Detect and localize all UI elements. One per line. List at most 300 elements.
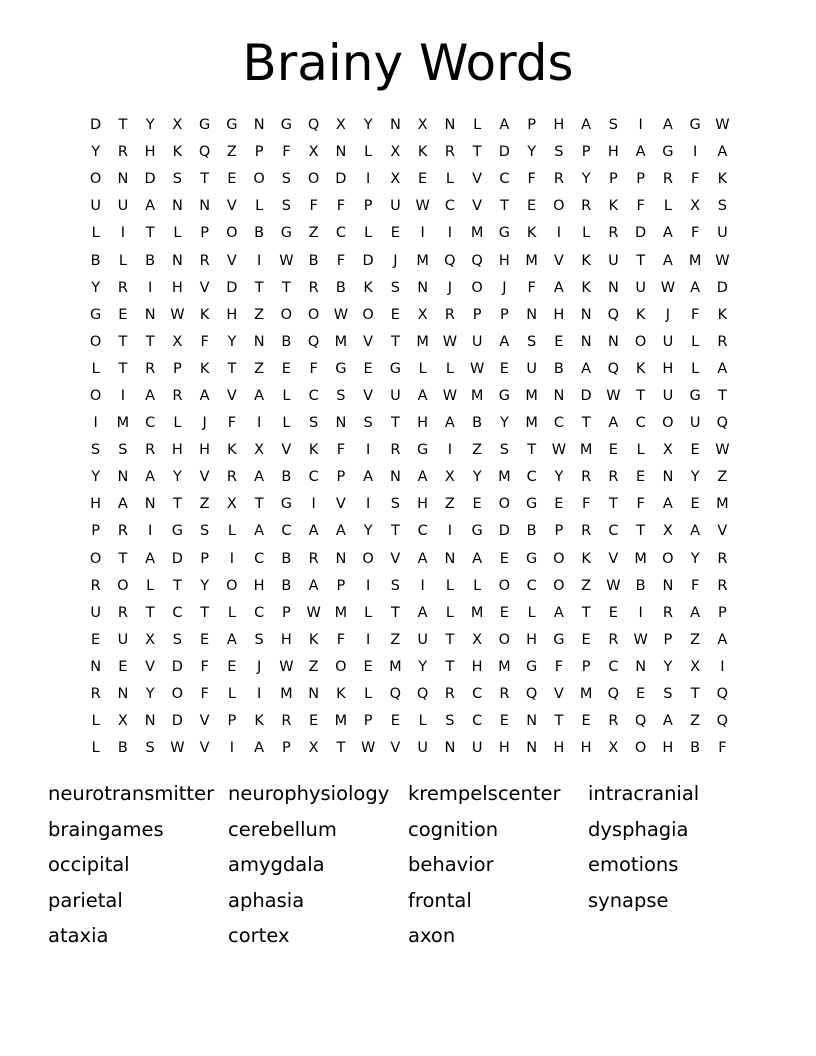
- grid-letter: U: [117, 631, 129, 648]
- grid-letter: L: [663, 198, 672, 215]
- grid-letter: K: [363, 279, 373, 296]
- grid-letter: D: [716, 279, 728, 296]
- grid-letter: P: [663, 631, 673, 648]
- grid-letter: N: [308, 686, 320, 703]
- grid-letter: X: [172, 333, 183, 350]
- grid-letter: H: [662, 740, 674, 757]
- grid-letter: R: [717, 550, 728, 567]
- grid-letter: X: [390, 171, 401, 188]
- grid-letter: P: [500, 306, 509, 323]
- grid-letter: I: [229, 740, 235, 757]
- grid-letter: G: [689, 117, 701, 134]
- word-list-item: intracranial: [588, 782, 700, 805]
- grid-letter: Z: [226, 144, 237, 161]
- grid-letter: B: [281, 333, 292, 350]
- grid-letter: F: [690, 171, 700, 188]
- grid-row: [82, 302, 736, 329]
- grid-letter: Q: [716, 713, 729, 730]
- grid-letter: T: [227, 360, 237, 377]
- word-list-item: neurotransmitter: [48, 782, 215, 805]
- grid-letter: N: [253, 333, 265, 350]
- grid-letter: O: [498, 631, 511, 648]
- grid-letter: Q: [716, 415, 729, 432]
- grid-letter: L: [691, 360, 700, 377]
- grid-letter: G: [553, 631, 565, 648]
- grid-letter: A: [254, 740, 265, 757]
- grid-letter: R: [308, 550, 319, 567]
- grid-letter: M: [334, 713, 348, 730]
- grid-letter: E: [227, 658, 237, 675]
- grid-letter: L: [418, 360, 427, 377]
- grid-letter: Q: [607, 686, 620, 703]
- grid-letter: F: [690, 306, 700, 323]
- grid-letter: S: [390, 577, 400, 594]
- grid-letter: J: [502, 279, 507, 296]
- grid-letter: R: [390, 442, 401, 459]
- grid-letter: E: [390, 306, 400, 323]
- grid-letter: M: [498, 658, 511, 675]
- grid-letter: G: [498, 387, 510, 404]
- grid-letter: A: [553, 279, 564, 296]
- grid-letter: H: [607, 144, 619, 161]
- grid-letter: L: [364, 225, 373, 242]
- grid-letter: A: [254, 387, 265, 404]
- grid-letter: E: [390, 713, 400, 730]
- grid-letter: I: [692, 144, 698, 161]
- grid-letter: Y: [690, 469, 700, 486]
- grid-row: [82, 518, 736, 545]
- grid-row: [82, 329, 736, 356]
- grid-row: [82, 410, 736, 437]
- grid-letter: G: [526, 658, 538, 675]
- grid-letter: G: [280, 117, 292, 134]
- grid-letter: T: [690, 686, 700, 703]
- grid-letter: U: [417, 631, 428, 648]
- grid-letter: L: [173, 415, 182, 432]
- grid-letter: N: [580, 306, 592, 323]
- grid-letter: F: [527, 171, 536, 188]
- grid-letter: V: [281, 442, 292, 459]
- grid-letter: P: [581, 658, 591, 675]
- grid-letter: W: [606, 577, 621, 594]
- word-list-item: synapse: [588, 888, 669, 912]
- grid-letter: Y: [363, 523, 373, 540]
- grid-letter: S: [336, 387, 346, 404]
- grid-letter: H: [144, 144, 156, 161]
- grid-letter: F: [690, 225, 700, 242]
- grid-row: [82, 735, 736, 762]
- grid-letter: C: [417, 523, 428, 540]
- grid-letter: Z: [472, 442, 483, 459]
- grid-letter: Y: [145, 686, 155, 703]
- grid-letter: Y: [663, 658, 673, 675]
- grid-letter: U: [390, 198, 401, 215]
- grid-letter: N: [144, 496, 156, 513]
- grid-letter: E: [690, 496, 700, 513]
- grid-letter: B: [281, 577, 292, 594]
- grid-letter: T: [717, 387, 727, 404]
- grid-letter: X: [145, 631, 156, 648]
- grid-letter: P: [282, 604, 291, 621]
- grid-letter: T: [472, 144, 482, 161]
- grid-letter: V: [145, 658, 156, 675]
- grid-letter: U: [717, 225, 728, 242]
- grid-letter: P: [363, 198, 373, 215]
- grid-letter: R: [281, 713, 292, 730]
- grid-letter: Y: [472, 469, 482, 486]
- grid-letter: H: [90, 496, 102, 513]
- grid-letter: B: [145, 252, 156, 269]
- grid-letter: V: [199, 469, 210, 486]
- grid-letter: L: [445, 360, 454, 377]
- grid-letter: A: [308, 577, 319, 594]
- grid-letter: Y: [554, 469, 564, 486]
- grid-letter: A: [145, 550, 156, 567]
- grid-letter: M: [470, 604, 484, 621]
- grid-letter: G: [199, 117, 211, 134]
- grid-row: [82, 681, 736, 708]
- grid-letter: I: [420, 225, 425, 242]
- grid-letter: O: [89, 333, 102, 350]
- grid-letter: S: [91, 442, 101, 459]
- grid-letter: Q: [416, 686, 429, 703]
- grid-letter: E: [636, 686, 646, 703]
- grid-row: [82, 627, 736, 654]
- grid-letter: O: [280, 306, 293, 323]
- grid-letter: Y: [145, 117, 155, 134]
- grid-letter: H: [171, 442, 183, 459]
- grid-letter: V: [226, 198, 237, 215]
- grid-letter: X: [690, 658, 701, 675]
- grid-letter: L: [227, 604, 236, 621]
- grid-letter: S: [717, 198, 727, 215]
- grid-letter: N: [335, 415, 347, 432]
- grid-letter: X: [308, 740, 319, 757]
- grid-row: [82, 275, 736, 302]
- grid-letter: E: [363, 658, 373, 675]
- grid-letter: W: [279, 658, 294, 675]
- grid-letter: M: [416, 333, 429, 350]
- grid-letter: I: [420, 577, 425, 594]
- grid-letter: C: [608, 658, 619, 675]
- grid-letter: K: [526, 225, 537, 242]
- grid-letter: R: [199, 252, 210, 269]
- grid-row: [82, 220, 736, 247]
- word-list-item: braingames: [48, 817, 164, 841]
- grid-letter: L: [527, 604, 536, 621]
- grid-letter: T: [527, 442, 537, 459]
- page-title: Brainy Words: [242, 34, 574, 92]
- word-list-item: emotions: [588, 853, 679, 876]
- grid-letter: P: [200, 550, 209, 567]
- grid-letter: C: [444, 198, 455, 215]
- grid-letter: P: [636, 171, 645, 188]
- grid-letter: G: [90, 306, 102, 323]
- grid-letter: I: [638, 604, 643, 621]
- grid-letter: F: [336, 252, 346, 269]
- grid-letter: H: [662, 360, 674, 377]
- grid-letter: H: [253, 577, 265, 594]
- grid-letter: E: [499, 550, 509, 567]
- grid-letter: N: [526, 740, 538, 757]
- grid-letter: M: [634, 550, 647, 567]
- grid-letter: V: [390, 740, 401, 757]
- grid-letter: N: [199, 198, 211, 215]
- grid-row: [82, 112, 736, 139]
- grid-letter: G: [389, 360, 401, 377]
- grid-letter: A: [417, 387, 428, 404]
- grid-letter: I: [365, 442, 371, 459]
- grid-letter: K: [254, 713, 264, 730]
- grid-letter: Q: [607, 360, 620, 377]
- grid-letter: C: [526, 577, 537, 594]
- grid-letter: E: [581, 713, 591, 730]
- grid-letter: W: [279, 252, 294, 269]
- grid-letter: N: [526, 713, 538, 730]
- grid-letter: B: [281, 550, 292, 567]
- grid-letter: E: [281, 360, 291, 377]
- grid-letter: D: [144, 171, 156, 188]
- grid-letter: H: [553, 740, 565, 757]
- grid-letter: P: [609, 171, 618, 188]
- grid-letter: D: [171, 658, 183, 675]
- grid-letter: V: [472, 198, 483, 215]
- grid-letter: L: [445, 171, 454, 188]
- grid-letter: M: [579, 686, 593, 703]
- grid-letter: I: [447, 442, 453, 459]
- grid-letter: C: [145, 415, 156, 432]
- grid-letter: N: [253, 117, 265, 134]
- grid-letter: V: [226, 252, 237, 269]
- grid-letter: R: [444, 144, 455, 161]
- grid-letter: R: [117, 523, 128, 540]
- grid-letter: L: [636, 442, 645, 459]
- grid-letter: D: [498, 144, 510, 161]
- grid-letter: A: [690, 604, 701, 621]
- grid-letter: J: [393, 252, 398, 269]
- grid-row: [82, 464, 736, 491]
- grid-letter: X: [444, 469, 455, 486]
- grid-letter: A: [145, 387, 156, 404]
- grid-letter: T: [145, 333, 155, 350]
- grid-letter: D: [580, 387, 592, 404]
- grid-letter: X: [608, 740, 619, 757]
- grid-letter: S: [390, 279, 400, 296]
- grid-letter: C: [308, 469, 319, 486]
- grid-letter: Y: [91, 469, 101, 486]
- grid-letter: Z: [308, 225, 319, 242]
- grid-letter: N: [117, 469, 129, 486]
- grid-letter: A: [417, 550, 428, 567]
- grid-letter: E: [581, 631, 591, 648]
- grid-letter: E: [499, 604, 509, 621]
- grid-letter: T: [254, 279, 264, 296]
- grid-letter: T: [636, 252, 646, 269]
- grid-letter: O: [226, 577, 238, 594]
- grid-letter: T: [254, 496, 264, 513]
- grid-letter: U: [689, 415, 701, 432]
- grid-letter: W: [170, 740, 185, 757]
- grid-letter: E: [309, 713, 319, 730]
- grid-letter: I: [365, 577, 371, 594]
- grid-letter: K: [417, 144, 428, 161]
- grid-letter: L: [91, 225, 100, 242]
- grid-letter: Y: [91, 144, 101, 161]
- grid-letter: F: [336, 442, 346, 459]
- grid-letter: T: [390, 523, 400, 540]
- grid-letter: T: [445, 658, 455, 675]
- grid-letter: O: [171, 686, 184, 703]
- grid-letter: O: [553, 198, 565, 215]
- grid-letter: R: [581, 523, 592, 540]
- grid-letter: Z: [581, 577, 592, 594]
- grid-letter: K: [308, 442, 319, 459]
- grid-letter: F: [690, 577, 700, 594]
- grid-letter: A: [662, 496, 673, 513]
- grid-letter: I: [311, 496, 316, 513]
- grid-letter: W: [442, 333, 458, 350]
- grid-row: [82, 437, 736, 464]
- grid-letter: X: [172, 117, 183, 134]
- word-list: [48, 778, 808, 956]
- grid-letter: S: [172, 631, 182, 648]
- grid-letter: N: [144, 306, 156, 323]
- grid-letter: W: [306, 604, 321, 621]
- grid-letter: M: [688, 252, 702, 269]
- grid-letter: N: [526, 306, 538, 323]
- grid-letter: S: [527, 333, 537, 350]
- grid-letter: R: [172, 387, 183, 404]
- grid-letter: B: [281, 469, 292, 486]
- grid-letter: A: [499, 333, 510, 350]
- grid-letter: F: [200, 333, 209, 350]
- grid-letter: R: [717, 333, 728, 350]
- grid-letter: Q: [607, 306, 620, 323]
- grid-letter: A: [717, 631, 728, 648]
- grid-letter: M: [470, 387, 484, 404]
- grid-letter: U: [117, 198, 129, 215]
- grid-letter: N: [117, 171, 129, 188]
- grid-letter: F: [636, 198, 645, 215]
- grid-letter: A: [553, 604, 564, 621]
- grid-letter: W: [469, 360, 485, 377]
- grid-letter: K: [581, 279, 591, 296]
- grid-letter: T: [499, 198, 509, 215]
- grid-letter: I: [120, 225, 126, 242]
- grid-letter: S: [608, 117, 618, 134]
- grid-letter: Z: [254, 306, 265, 323]
- grid-letter: L: [364, 686, 373, 703]
- grid-letter: L: [282, 387, 291, 404]
- grid-letter: O: [498, 496, 511, 513]
- grid-letter: R: [581, 198, 592, 215]
- grid-letter: N: [90, 658, 102, 675]
- grid-letter: P: [472, 306, 482, 323]
- grid-letter: Q: [716, 686, 729, 703]
- grid-letter: N: [389, 117, 401, 134]
- grid-letter: A: [662, 252, 673, 269]
- grid-letter: A: [662, 117, 673, 134]
- grid-letter: L: [91, 360, 100, 377]
- grid-letter: K: [581, 252, 591, 269]
- grid-letter: I: [93, 415, 98, 432]
- word-list-item: neurophysiology: [228, 782, 390, 805]
- grid-letter: A: [117, 496, 128, 513]
- grid-letter: P: [227, 713, 237, 730]
- grid-letter: W: [715, 252, 730, 269]
- grid-letter: H: [417, 496, 429, 513]
- grid-letter: R: [581, 469, 592, 486]
- grid-letter: N: [389, 469, 401, 486]
- grid-letter: U: [390, 387, 401, 404]
- grid-letter: X: [662, 442, 673, 459]
- grid-letter: D: [335, 171, 347, 188]
- grid-letter: B: [526, 523, 537, 540]
- grid-letter: A: [254, 469, 265, 486]
- grid-letter: C: [553, 415, 564, 432]
- grid-letter: S: [390, 496, 400, 513]
- grid-letter: T: [172, 496, 182, 513]
- grid-letter: D: [635, 225, 647, 242]
- grid-letter: E: [690, 442, 700, 459]
- grid-letter: B: [90, 252, 101, 269]
- grid-letter: Z: [690, 631, 701, 648]
- grid-letter: I: [256, 252, 262, 269]
- grid-letter: Q: [444, 252, 456, 269]
- grid-letter: C: [172, 604, 183, 621]
- grid-letter: A: [662, 225, 673, 242]
- grid-letter: O: [253, 171, 265, 188]
- grid-letter: Y: [227, 333, 237, 350]
- grid-letter: A: [690, 279, 701, 296]
- grid-letter: A: [608, 415, 619, 432]
- grid-letter: A: [199, 387, 210, 404]
- grid-letter: Y: [527, 144, 537, 161]
- grid-letter: L: [227, 686, 236, 703]
- grid-letter: O: [89, 387, 102, 404]
- grid-letter: S: [499, 442, 509, 459]
- grid-letter: T: [145, 225, 155, 242]
- grid-letter: Y: [363, 117, 373, 134]
- grid-letter: V: [363, 333, 374, 350]
- grid-letter: L: [473, 117, 482, 134]
- grid-letter: L: [445, 577, 454, 594]
- grid-letter: V: [608, 550, 619, 567]
- grid-letter: B: [690, 740, 701, 757]
- grid-letter: T: [554, 713, 564, 730]
- grid-letter: Q: [471, 252, 483, 269]
- grid-letter: L: [255, 198, 264, 215]
- grid-letter: D: [498, 523, 510, 540]
- grid-letter: Z: [308, 658, 319, 675]
- grid-letter: X: [226, 496, 237, 513]
- grid-letter: O: [471, 279, 483, 296]
- grid-letter: R: [499, 686, 510, 703]
- grid-letter: L: [227, 523, 236, 540]
- grid-letter: E: [363, 360, 373, 377]
- grid-letter: I: [120, 387, 126, 404]
- grid-letter: X: [390, 144, 401, 161]
- grid-letter: G: [335, 360, 347, 377]
- grid-letter: L: [282, 415, 291, 432]
- grid-letter: R: [117, 604, 128, 621]
- grid-row: [82, 600, 736, 627]
- grid-letter: L: [364, 604, 373, 621]
- grid-letter: H: [199, 442, 211, 459]
- grid-letter: Y: [581, 171, 591, 188]
- grid-letter: C: [608, 523, 619, 540]
- grid-letter: X: [117, 713, 128, 730]
